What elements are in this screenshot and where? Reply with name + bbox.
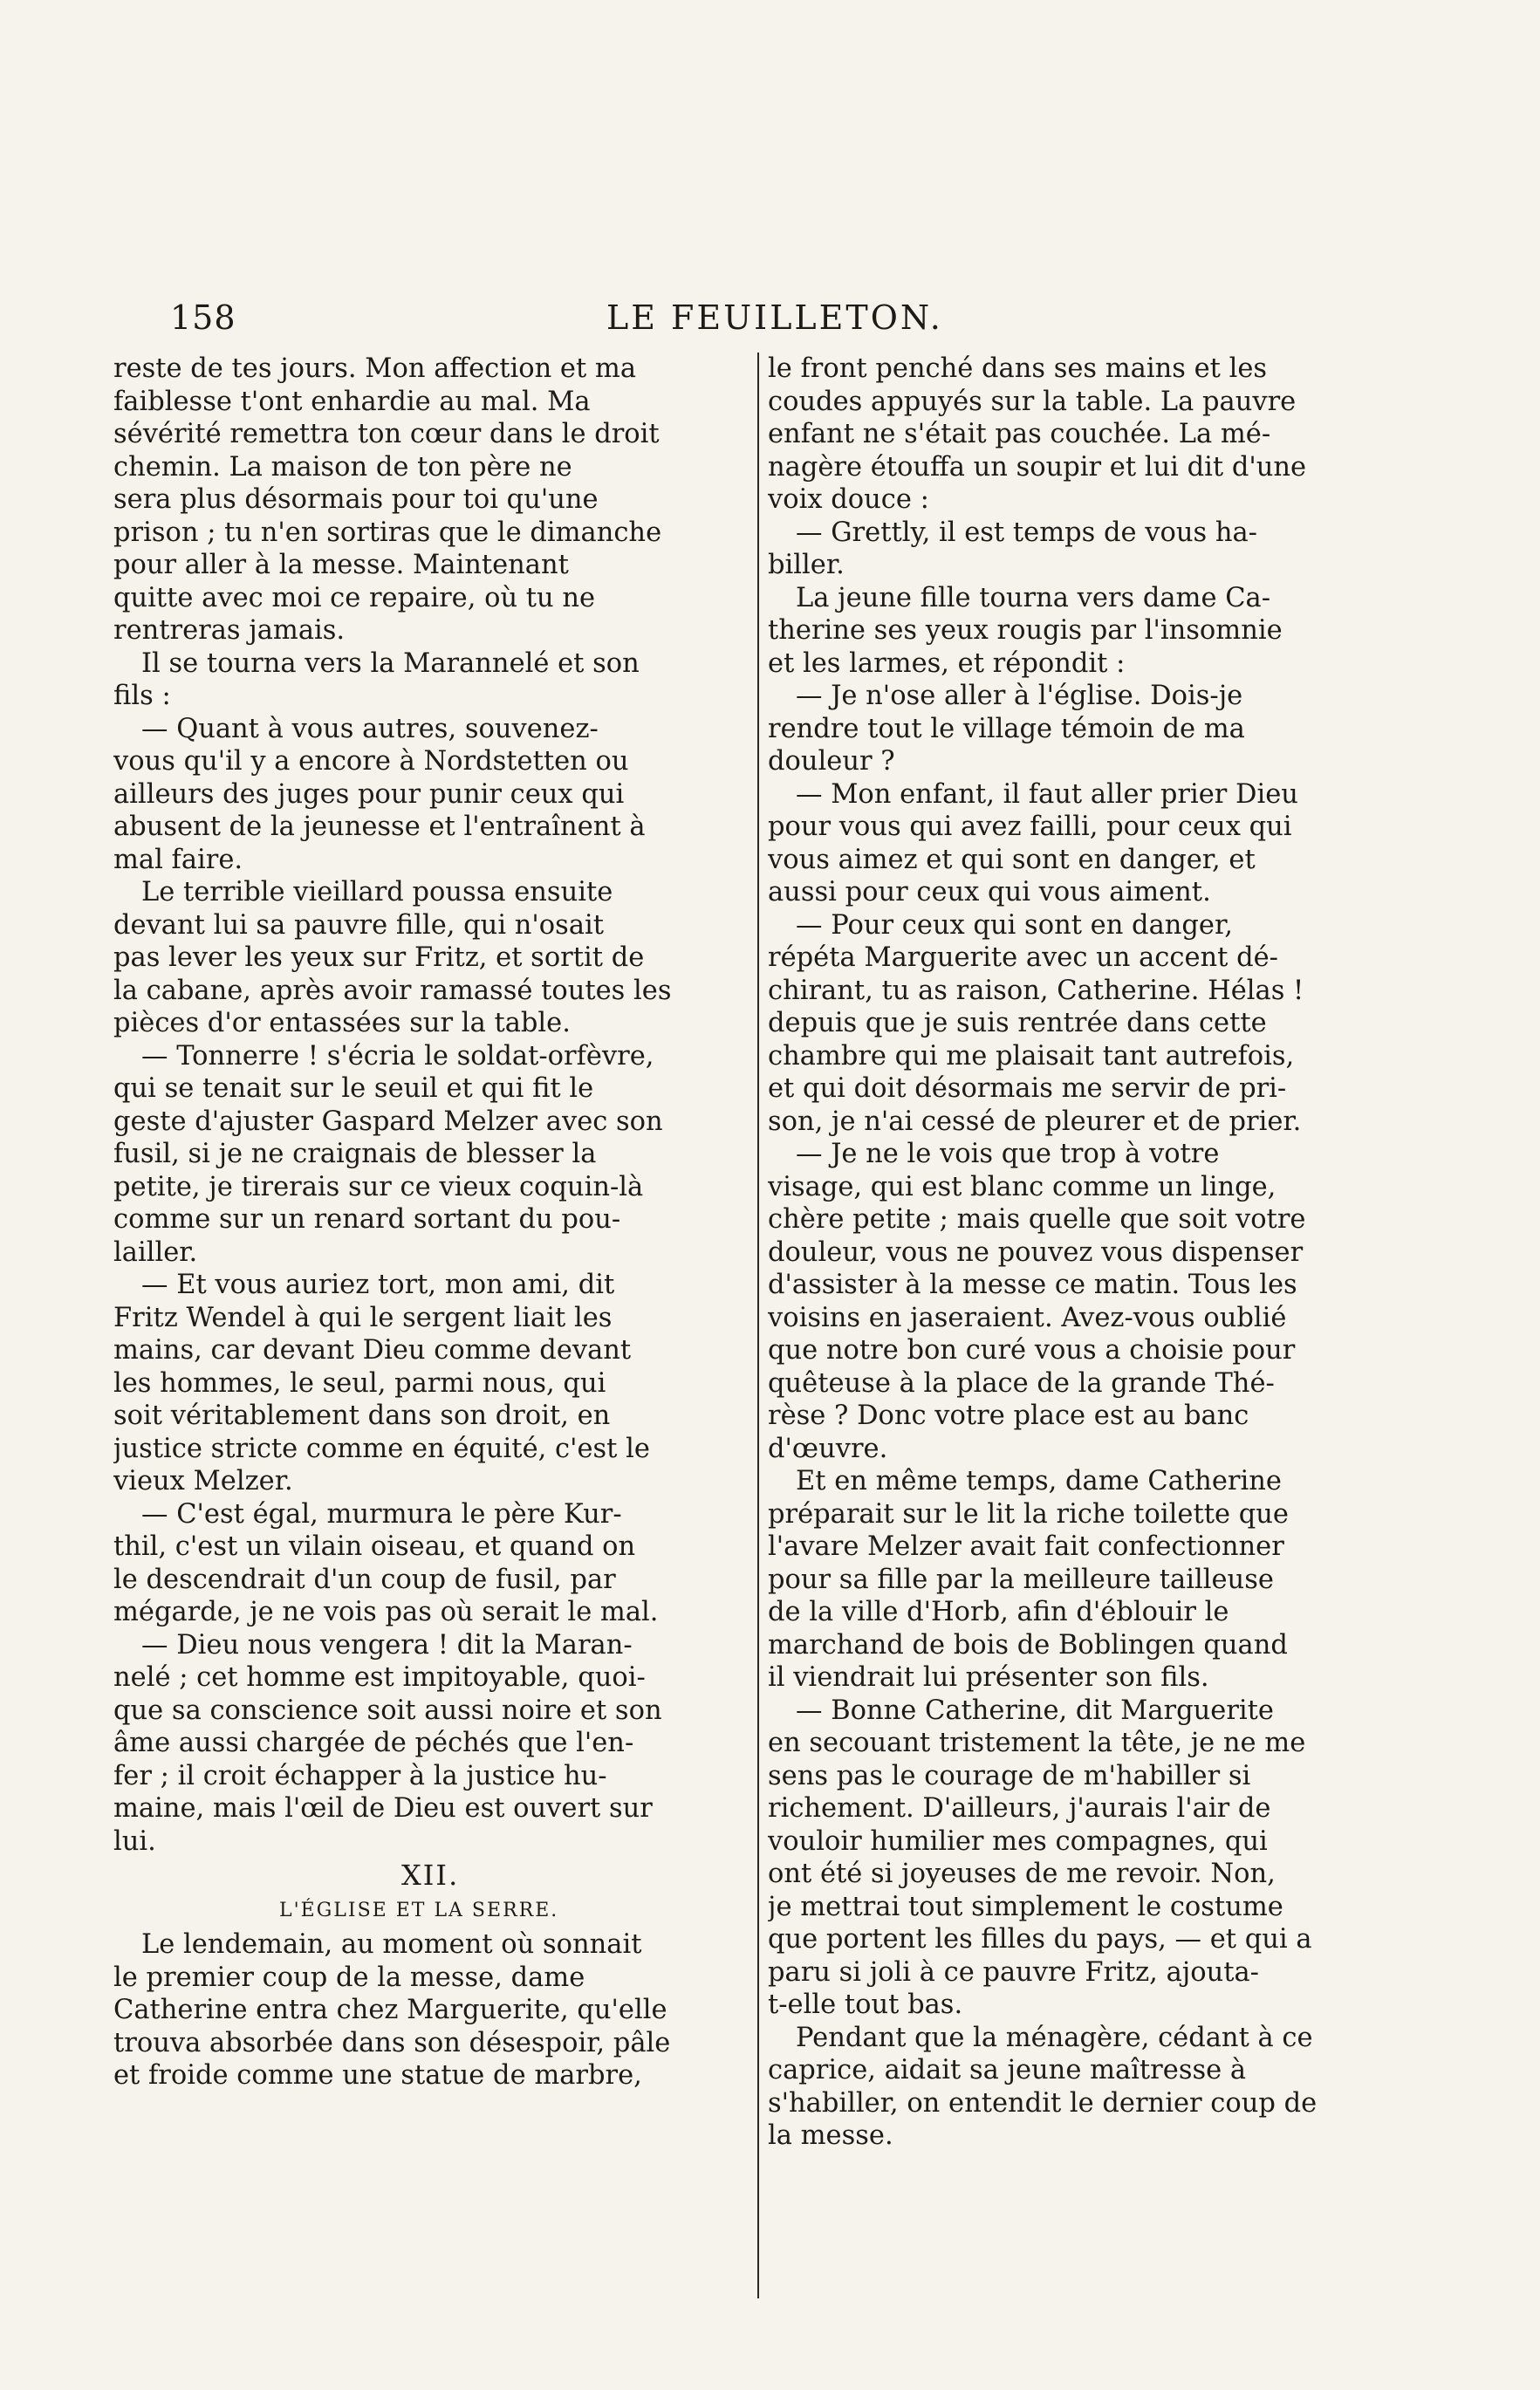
text-line: lui. bbox=[113, 1825, 156, 1857]
text-line: douleur, vous ne pouvez vous dispenser bbox=[768, 1236, 1304, 1268]
left-column-text-bottom bbox=[113, 1928, 755, 2092]
text-line: geste d'ajuster Gaspard Melzer avec son bbox=[113, 1106, 663, 1137]
text-line: et froide comme une statue de marbre, bbox=[113, 2060, 642, 2091]
text-line: Et en même temps, dame Catherine bbox=[796, 1466, 1282, 1496]
text-line: chirant, tu as raison, Catherine. Hélas ! bbox=[768, 975, 1304, 1006]
text-line: douleur ? bbox=[768, 746, 895, 777]
text-line: vous aimez et qui sont en danger, et bbox=[768, 844, 1256, 875]
text-line: vieux Melzer. bbox=[113, 1466, 293, 1496]
text-line: vous qu'il y a encore à Nordstetten ou bbox=[113, 746, 629, 777]
text-line: justice stricte comme en équité, c'est le bbox=[113, 1433, 650, 1464]
text-line: — Et vous auriez tort, mon ami, dit bbox=[141, 1270, 615, 1300]
text-line: sera plus désormais pour toi qu'une bbox=[113, 484, 599, 515]
text-line: que notre bon curé vous a choisie pour bbox=[768, 1335, 1296, 1366]
text-line: Catherine entra chez Marguerite, qu'elle bbox=[113, 1995, 667, 2025]
text-line: — Je n'ose aller à l'église. Dois-je bbox=[796, 681, 1243, 711]
column-divider bbox=[757, 353, 759, 2298]
left-column bbox=[113, 353, 755, 2092]
text-line: nelé ; cet homme est impitoyable, quoi- bbox=[113, 1662, 646, 1693]
text-line: biller. bbox=[768, 550, 845, 580]
text-line: les hommes, le seul, parmi nous, qui bbox=[113, 1367, 606, 1399]
right-column bbox=[768, 353, 1379, 2153]
text-line: voisins en jaseraient. Avez-vous oublié bbox=[768, 1302, 1287, 1333]
text-line: chambre qui me plaisait tant autrefois, bbox=[768, 1040, 1295, 1072]
text-line: La jeune fille tourna vers dame Ca- bbox=[796, 582, 1271, 613]
text-line: l'avare Melzer avait fait confectionner bbox=[768, 1531, 1284, 1562]
text-line: t-elle tout bas. bbox=[768, 1989, 963, 2020]
text-line: fils : bbox=[113, 681, 171, 711]
text-line: voix douce : bbox=[768, 484, 929, 515]
text-line: pour sa fille par la meilleure tailleuse bbox=[768, 1564, 1274, 1595]
text-line: faiblesse t'ont enhardie au mal. Ma bbox=[113, 386, 591, 417]
text-line: la messe. bbox=[768, 2120, 893, 2151]
text-line: et les larmes, et répondit : bbox=[768, 647, 1126, 679]
text-line: paru si joli à ce pauvre Fritz, ajouta- bbox=[768, 1956, 1259, 1988]
text-line: prison ; tu n'en sortiras que le dimanche bbox=[113, 517, 662, 548]
running-title: LE FEUILLETON. bbox=[606, 298, 943, 337]
text-line: caprice, aidait sa jeune maîtresse à bbox=[768, 2055, 1247, 2085]
page-number: 158 bbox=[170, 298, 236, 337]
text-line: quitte avec moi ce repaire, où tu ne bbox=[113, 582, 596, 613]
text-line: pour aller à la messe. Maintenant bbox=[113, 550, 569, 580]
section-number: XII. bbox=[401, 1859, 460, 1892]
text-line: — Grettly, il est temps de vous ha- bbox=[796, 517, 1257, 548]
text-line: — Tonnerre ! s'écria le soldat-orfèvre, bbox=[141, 1040, 654, 1072]
text-line: pour vous qui avez failli, pour ceux qui bbox=[768, 812, 1292, 842]
text-line: Il se tourna vers la Marannelé et son bbox=[141, 647, 640, 679]
text-line: richement. D'ailleurs, j'aurais l'air de bbox=[768, 1793, 1271, 1824]
text-line: petite, je tirerais sur ce vieux coquin-là bbox=[113, 1171, 644, 1202]
text-line: qui se tenait sur le seuil et qui fit le bbox=[113, 1073, 594, 1104]
text-line: d'œuvre. bbox=[768, 1433, 888, 1464]
text-line: il viendrait lui présenter son fils. bbox=[768, 1662, 1209, 1693]
text-line: préparait sur le lit la riche toilette que bbox=[768, 1498, 1289, 1530]
text-line: et qui doit désormais me servir de pri- bbox=[768, 1073, 1287, 1104]
text-line: mégarde, je ne vois pas où serait le mal. bbox=[113, 1597, 659, 1627]
text-line: — Quant à vous autres, souvenez- bbox=[141, 713, 599, 744]
text-line: trouva absorbée dans son désespoir, pâle bbox=[113, 2027, 671, 2058]
text-line: thil, c'est un vilain oiseau, et quand on bbox=[113, 1531, 636, 1562]
text-line: reste de tes jours. Mon affection et ma bbox=[113, 353, 637, 384]
text-line: le premier coup de la messe, dame bbox=[113, 1962, 585, 1993]
text-line: nagère étouffa un soupir et lui dit d'une bbox=[768, 451, 1307, 483]
text-line: chemin. La maison de ton père ne bbox=[113, 451, 572, 483]
text-line: chère petite ; mais quelle que soit votre bbox=[768, 1204, 1306, 1235]
text-line: — Pour ceux qui sont en danger, bbox=[796, 909, 1233, 941]
text-line: son, je n'ai cessé de pleurer et de prier. bbox=[768, 1106, 1302, 1137]
text-line: aussi pour ceux qui vous aiment. bbox=[768, 877, 1211, 907]
section-title: L'ÉGLISE ET LA SERRE. bbox=[279, 1900, 559, 1921]
text-line: ailleurs des juges pour punir ceux qui bbox=[113, 778, 625, 810]
text-line: répéta Marguerite avec un accent dé- bbox=[768, 942, 1278, 973]
text-line: maine, mais l'œil de Dieu est ouvert sur bbox=[113, 1793, 653, 1824]
text-line: mal faire. bbox=[113, 844, 243, 875]
text-line: lailler. bbox=[113, 1236, 198, 1268]
text-line: âme aussi chargée de péchés que l'en- bbox=[113, 1728, 634, 1758]
text-line: rendre tout le village témoin de ma bbox=[768, 713, 1245, 744]
text-line: comme sur un renard sortant du pou- bbox=[113, 1204, 621, 1235]
text-line: visage, qui est blanc comme un linge, bbox=[768, 1171, 1276, 1202]
text-line: je mettrai tout simplement le costume bbox=[768, 1891, 1283, 1922]
text-line: que portent les filles du pays, — et qui a bbox=[768, 1924, 1312, 1955]
text-line: — Dieu nous vengera ! dit la Maran- bbox=[141, 1629, 633, 1661]
text-line: de la ville d'Horb, afin d'éblouir le bbox=[768, 1597, 1229, 1627]
text-line: Le terrible vieillard poussa ensuite bbox=[141, 877, 613, 907]
text-line: que sa conscience soit aussi noire et son bbox=[113, 1695, 662, 1726]
text-line: — Bonne Catherine, dit Marguerite bbox=[796, 1695, 1274, 1726]
text-line: Fritz Wendel à qui le sergent liait les bbox=[113, 1302, 613, 1333]
text-line: enfant ne s'était pas couchée. La mé- bbox=[768, 419, 1271, 449]
text-line: le descendrait d'un coup de fusil, par bbox=[113, 1564, 616, 1595]
text-line: en secouant tristement la tête, je ne me bbox=[768, 1728, 1306, 1758]
text-line: rentreras jamais. bbox=[113, 615, 346, 646]
text-line: ont été si joyeuses de me revoir. Non, bbox=[768, 1859, 1276, 1889]
text-line: therine ses yeux rougis par l'insomnie bbox=[768, 615, 1283, 646]
text-line: sens pas le courage de m'habiller si bbox=[768, 1760, 1251, 1791]
text-line: vouloir humilier mes compagnes, qui bbox=[768, 1825, 1268, 1857]
text-line: — Je ne le vois que trop à votre bbox=[796, 1139, 1220, 1169]
text-line: pas lever les yeux sur Fritz, et sortit de bbox=[113, 942, 645, 973]
left-column-text-top bbox=[113, 353, 755, 1858]
text-line: Le lendemain, au moment où sonnait bbox=[141, 1929, 642, 1960]
text-line: Pendant que la ménagère, cédant à ce bbox=[796, 2022, 1313, 2053]
text-line: quêteuse à la place de la grande Thé- bbox=[768, 1367, 1275, 1399]
text-line: coudes appuyés sur la table. La pauvre bbox=[768, 386, 1297, 417]
text-line: — C'est égal, murmura le père Kur- bbox=[141, 1498, 622, 1530]
text-line: abusent de la jeunesse et l'entraînent à bbox=[113, 812, 646, 842]
text-line: la cabane, après avoir ramassé toutes les bbox=[113, 975, 672, 1006]
text-line: devant lui sa pauvre fille, qui n'osait bbox=[113, 909, 605, 941]
right-column-text bbox=[768, 353, 1379, 2153]
text-line: marchand de bois de Boblingen quand bbox=[768, 1629, 1288, 1661]
text-line: sévérité remettra ton cœur dans le droit bbox=[113, 419, 660, 449]
text-line: — Mon enfant, il faut aller prier Dieu bbox=[796, 778, 1298, 810]
text-line: s'habiller, on entendit le dernier coup de bbox=[768, 2087, 1318, 2119]
text-line: d'assister à la messe ce matin. Tous les bbox=[768, 1270, 1297, 1300]
text-line: le front penché dans ses mains et les bbox=[768, 353, 1268, 384]
text-line: pièces d'or entassées sur la table. bbox=[113, 1008, 571, 1038]
page-header bbox=[170, 298, 1374, 342]
text-line: mains, car devant Dieu comme devant bbox=[113, 1335, 632, 1366]
text-line: soit véritablement dans son droit, en bbox=[113, 1400, 611, 1431]
text-line: depuis que je suis rentrée dans cette bbox=[768, 1008, 1267, 1038]
text-line: rèse ? Donc votre place est au banc bbox=[768, 1400, 1249, 1431]
text-line: fusil, si je ne craignais de blesser la bbox=[113, 1139, 597, 1169]
text-line: fer ; il croit échapper à la justice hu- bbox=[113, 1760, 607, 1791]
